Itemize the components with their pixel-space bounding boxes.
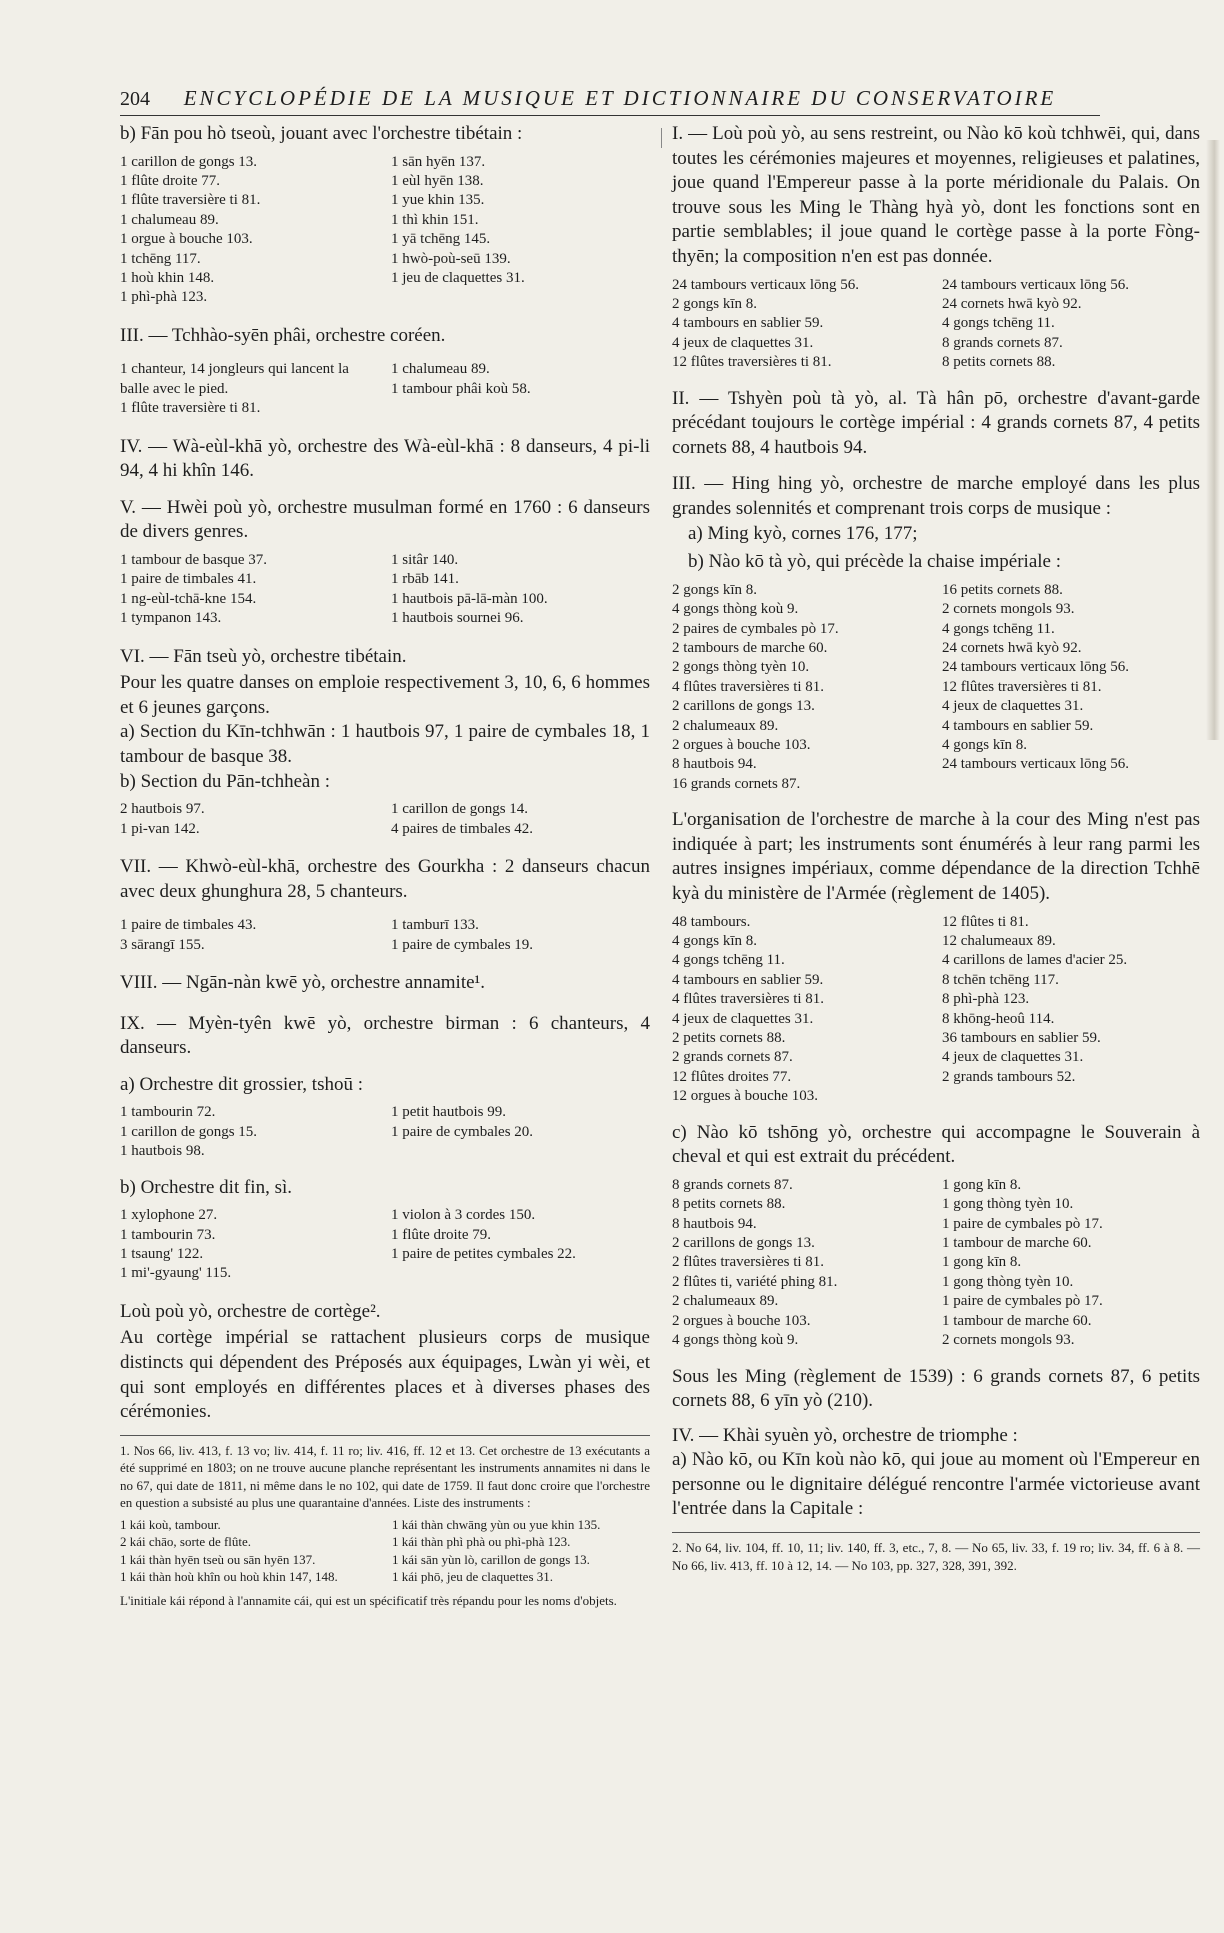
list-column — [672, 581, 930, 794]
list-column — [120, 360, 379, 418]
list-item: 4 gongs tchēng 11. — [942, 315, 1055, 332]
list-item: 2 orgues à bouche 103. — [672, 1312, 811, 1329]
paragraph: II. — Tshyèn poù tà yò, al. Tà hân pō, orchestre d'avant-garde précédant toujours le cortège impérial : 4 grands cornets 87, 4 petits cornets 88, 4 hautbois 94. — [672, 387, 1200, 458]
list-item: 1 kái phō, jeu de claquettes 31. — [392, 1569, 554, 1585]
column-rule — [661, 128, 662, 148]
list-column — [391, 153, 650, 308]
list-item: 1 tambour de basque 37. — [120, 552, 268, 569]
list-column — [391, 916, 650, 955]
list-item: 1 hwò-poù-seū 139. — [391, 250, 511, 267]
instrument-list — [672, 1176, 1200, 1351]
list-item: 2 chalumeaux 89. — [672, 1293, 779, 1310]
list-column — [120, 916, 379, 955]
list-item: 1 sitâr 140. — [391, 552, 459, 569]
list-item: 1 gong kīn 8. — [942, 1254, 1022, 1271]
list-item: 1 kái thàn phì phà ou phì-phà 123. — [392, 1534, 571, 1550]
instrument-list — [120, 153, 650, 308]
instrument-list — [120, 1206, 650, 1284]
list-item: 1 jeu de claquettes 31. — [391, 270, 525, 287]
list-item: 1 carillon de gongs 15. — [120, 1123, 258, 1140]
paragraph: Pour les quatre danses on emploie respectivement 3, 10, 6, 6 hommes et 6 jeunes garçons. — [120, 672, 650, 718]
list-item: 4 flûtes traversières ti 81. — [672, 991, 825, 1008]
list-item: 1 flûte traversière ti 81. — [120, 400, 261, 417]
page-number: 204 — [120, 88, 150, 110]
list-column — [942, 1176, 1200, 1351]
list-item: 1 violon à 3 cordes 150. — [391, 1207, 536, 1224]
list-item: 2 kái chāo, sorte de flûte. — [120, 1534, 252, 1550]
left-column — [120, 122, 650, 1609]
list-item: 1 gong thòng tyèn 10. — [942, 1196, 1074, 1213]
list-item: 8 hautbois 94. — [672, 1215, 757, 1232]
section-heading: IX. — Myèn-tyên kwē yò, orchestre birman : 6 chanteurs, 4 danseurs. — [120, 1012, 650, 1059]
list-column — [120, 1206, 379, 1284]
list-item: 4 carillons de lames d'acier 25. — [942, 952, 1128, 969]
list-item: 4 flûtes traversières ti 81. — [672, 678, 825, 695]
list-item: 4 jeux de claquettes 31. — [942, 1049, 1084, 1066]
list-item: 8 petits cornets 88. — [942, 354, 1056, 371]
list-item: 1 mi'-gyaung' 115. — [120, 1265, 232, 1282]
list-item: 16 grands cornets 87. — [672, 775, 801, 792]
list-item: 8 grands cornets 87. — [942, 334, 1063, 351]
paragraph: Sous les Ming (règlement de 1539) : 6 grands cornets 87, 6 petits cornets 88, 6 yīn yò (210). — [672, 1365, 1200, 1412]
list-item: 4 gongs thòng koù 9. — [672, 1332, 799, 1349]
section-heading: IV. — Wà-eùl-khā yò, orchestre des Wà-eùl-khā : 8 danseurs, 4 pi-li 94, 4 hi khîn 146. — [120, 435, 650, 482]
list-item: 1 kái thàn hyēn tseù ou sān hyēn 137. — [120, 1551, 316, 1567]
list-item: 2 paires de cymbales pò 17. — [672, 620, 839, 637]
list-item: 4 gongs kīn 8. — [672, 933, 758, 949]
list-column — [391, 1103, 650, 1161]
instrument-list — [120, 1103, 650, 1161]
list-item: 1 pi-van 142. — [120, 820, 200, 837]
list-column — [391, 1206, 650, 1284]
section-heading: Loù poù yò, orchestre de cortège². — [120, 1300, 381, 1322]
list-item: 2 grands tambours 52. — [942, 1068, 1076, 1085]
list-item: 1 tambour de marche 60. — [942, 1235, 1092, 1252]
list-column — [120, 153, 379, 308]
list-item: 2 gongs kīn 8. — [672, 581, 758, 598]
list-item: 1 tambour phâi koù 58. — [391, 380, 531, 397]
list-item: 1 hautbois sournei 96. — [391, 610, 524, 627]
list-item: 1 xylophone 27. — [120, 1207, 218, 1224]
list-item: 1 chalumeau 89. — [120, 211, 219, 228]
list-item: 2 tambours de marche 60. — [672, 639, 828, 656]
running-header — [120, 82, 1100, 116]
sub-heading: b) Orchestre dit fin, sì. — [120, 1176, 293, 1198]
list-item: 1 tsaung' 122. — [120, 1246, 204, 1263]
list-item: 4 paires de timbales 42. — [391, 820, 534, 837]
list-item: 1 flûte droite 79. — [391, 1226, 491, 1243]
list-item: 1 tambourin 72. — [120, 1104, 216, 1121]
section-heading: III. — Tchhào-syēn phâi, orchestre coréen. — [120, 324, 446, 346]
list-item: 2 carillons de gongs 13. — [672, 698, 815, 715]
list-item: 8 phì-phà 123. — [942, 991, 1030, 1008]
footnote-rule — [120, 1435, 650, 1436]
list-column — [120, 551, 379, 629]
list-item: 16 petits cornets 88. — [942, 581, 1063, 598]
list-item: 1 hoù khin 148. — [120, 270, 215, 287]
list-item: 8 khōng-heoû 114. — [942, 1010, 1055, 1027]
list-item: 2 grands cornets 87. — [672, 1049, 793, 1066]
list-item: 1 phì-phà 123. — [120, 289, 208, 306]
list-item: 2 gongs thòng tyèn 10. — [672, 659, 810, 676]
intro-b: b) Fān pou hò tseoù, jouant avec l'orchestre tibétain : — [120, 123, 523, 144]
list-column — [672, 276, 930, 373]
list-item: 8 tchēn tchēng 117. — [942, 971, 1059, 988]
list-item: 1 orgue à bouche 103. — [120, 231, 253, 248]
list-item: 2 cornets mongols 93. — [942, 1332, 1075, 1349]
list-column — [120, 1516, 378, 1586]
footnote-rule — [672, 1532, 1200, 1533]
list-item: 4 gongs tchēng 11. — [672, 952, 785, 969]
instrument-list — [120, 360, 650, 418]
section-heading: VI. — Fān tseù yò, orchestre tibétain. — [120, 645, 407, 667]
list-item: 12 flûtes traversières ti 81. — [942, 678, 1102, 695]
list-column — [942, 276, 1200, 373]
list-column — [942, 913, 1200, 1107]
list-item: 12 flûtes droites 77. — [672, 1068, 792, 1085]
list-item: 3 sārangī 155. — [120, 936, 205, 953]
list-item: 1 yue khin 135. — [391, 192, 485, 209]
list-column — [391, 360, 650, 418]
list-item: 24 tambours verticaux lōng 56. — [942, 659, 1130, 676]
list-item: 4 jeux de claquettes 31. — [672, 334, 814, 351]
list-item: 4 jeux de claquettes 31. — [942, 698, 1084, 715]
list-item: 8 hautbois 94. — [672, 756, 757, 773]
list-item: 2 chalumeaux 89. — [672, 717, 779, 734]
list-item: 1 paire de petites cymbales 22. — [391, 1246, 576, 1263]
list-item: 2 carillons de gongs 13. — [672, 1235, 815, 1252]
section-heading: V. — Hwèi poù yò, orchestre musulman formé en 1760 : 6 danseurs de divers genres. — [120, 496, 650, 543]
list-item: 24 tambours verticaux lōng 56. — [672, 276, 860, 293]
paragraph: III. — Hing hing yò, orchestre de marche employé dans les plus grandes solennités et comprenant trois corps de musique : — [672, 473, 1200, 519]
paragraph: b) Section du Pān-tchheàn : — [120, 770, 331, 792]
list-item: 1 paire de cymbales pò 17. — [942, 1215, 1103, 1232]
list-item: 1 chalumeau 89. — [391, 361, 490, 378]
list-item: 4 tambours en sablier 59. — [672, 315, 824, 332]
list-item: 8 petits cornets 88. — [672, 1196, 786, 1213]
list-item: 48 tambours. — [672, 913, 751, 930]
list-item: 4 jeux de claquettes 31. — [672, 1010, 814, 1027]
list-item: 2 flûtes ti, variété phing 81. — [672, 1273, 838, 1290]
list-item: 4 tambours en sablier 59. — [942, 717, 1094, 734]
list-item: 1 paire de timbales 41. — [120, 571, 257, 588]
instrument-list — [120, 551, 650, 629]
list-item: 12 flûtes ti 81. — [942, 913, 1029, 930]
list-column — [391, 800, 650, 839]
section-heading: VIII. — Ngān-nàn kwē yò, orchestre annamite¹. — [120, 972, 485, 994]
paragraph: L'organisation de l'orchestre de marche à la cour des Ming n'est pas indiquée à part; les instruments sont énumérés à leur rang parmi les autres insignes impériaux, comme dépendance de la direction Tchhē kyà du ministère de l'Armée (règlement de 1405). — [672, 809, 1200, 904]
list-item: 8 grands cornets 87. — [672, 1176, 793, 1193]
list-item: 1 paire de cymbales pò 17. — [942, 1293, 1103, 1310]
list-item: 1 carillon de gongs 14. — [391, 801, 529, 818]
list-item: 1 kái thàn chwāng yùn ou yue khin 135. — [392, 1516, 601, 1532]
paragraph: a) Section du Kīn-tchhwān : 1 hautbois 97, 1 paire de cymbales 18, 1 tambour de basque 38. — [120, 721, 650, 768]
page-edge-shadow — [1206, 140, 1220, 740]
list-item: 1 thì khin 151. — [391, 211, 479, 228]
list-item: 24 cornets hwā kyò 92. — [942, 639, 1082, 656]
list-item: 2 orgues à bouche 103. — [672, 737, 811, 753]
list-item: 1 rbāb 141. — [391, 571, 459, 588]
list-item: 1 kái sān yùn lò, carillon de gongs 13. — [392, 1551, 590, 1567]
list-item: 24 tambours verticaux lōng 56. — [942, 756, 1130, 773]
list-item: 1 gong kīn 8. — [942, 1176, 1022, 1193]
instrument-list — [120, 800, 650, 839]
footnote-1-end: L'initiale kái répond à l'annamite cái, qui est un spécificatif très répandu pour les noms d'objets. — [120, 1592, 617, 1608]
list-item: 1 paire de timbales 43. — [120, 917, 257, 934]
right-column — [672, 122, 1200, 1574]
instrument-list — [120, 916, 650, 955]
list-item: 2 petits cornets 88. — [672, 1030, 786, 1047]
list-item: 36 tambours en sablier 59. — [942, 1030, 1101, 1047]
list-item: 12 chalumeaux 89. — [942, 933, 1056, 949]
list-item: 24 cornets hwā kyò 92. — [942, 295, 1082, 312]
instrument-list — [672, 913, 1200, 1107]
list-column — [391, 551, 650, 629]
list-item: 1 petit hautbois 99. — [391, 1104, 506, 1121]
list-item: 1 tambour de marche 60. — [942, 1312, 1092, 1329]
section-heading: VII. — Khwò-eùl-khā, orchestre des Gourkha : 2 danseurs chacun avec deux ghunghura 28, 5 chanteurs. — [120, 856, 650, 902]
list-item: 4 gongs kīn 8. — [942, 737, 1028, 753]
paragraph: c) Nào kō tshōng yò, orchestre qui accompagne le Souverain à cheval et qui est extrait du précédent. — [672, 1121, 1200, 1168]
list-item: 1 paire de cymbales 19. — [391, 936, 534, 953]
list-item: 2 hautbois 97. — [120, 801, 205, 818]
list-column — [120, 1103, 379, 1161]
paragraph: a) Nào kō, ou Kīn koù nào kō, qui joue au moment où l'Empereur en personne ou le dignitaire délégué rencontre l'armée victorieuse avant l'entrée dans la Capitale : — [672, 1449, 1200, 1520]
section-heading: IV. — Khài syuèn yò, orchestre de triomphe : — [672, 1424, 1018, 1446]
sub-heading: b) Nào kō tà yò, qui précède la chaise impériale : — [688, 551, 1061, 573]
sub-heading: a) Ming kyò, cornes 176, 177; — [688, 522, 918, 544]
list-item: 1 flûte traversière ti 81. — [120, 192, 261, 209]
list-column — [942, 581, 1200, 794]
list-item: 4 gongs tchēng 11. — [942, 620, 1055, 637]
paragraph: I. — Loù poù yò, au sens restreint, ou Nào kō koù tchhwēi, qui, dans toutes les cérémonies majeures et moyennes, religieuses et palatines, joue quand l'Empereur passe à la porte méridionale du Palais. On trouve sous les Ming le Thàng hyà yò, dont les fonctions sont en partie semblables; il joue quand le cortège passe à la porte Fòng-thyēn; la composition n'en est pas donnée. — [672, 123, 1200, 267]
list-item: 1 tympanon 143. — [120, 610, 222, 627]
sub-heading: a) Orchestre dit grossier, tshoū : — [120, 1073, 364, 1095]
instrument-list — [672, 276, 1200, 373]
list-column — [672, 913, 930, 1107]
list-item: 1 tchēng 117. — [120, 250, 201, 267]
list-item: 1 tamburī 133. — [391, 917, 479, 934]
list-item: 1 chanteur, 14 jongleurs qui lancent la balle avec le pied. — [120, 361, 349, 397]
list-item: 12 flûtes traversières ti 81. — [672, 354, 832, 371]
list-item: 2 flûtes traversières ti 81. — [672, 1254, 825, 1271]
list-item: 1 eùl hyēn 138. — [391, 173, 484, 189]
list-item: 1 yā tchēng 145. — [391, 231, 491, 248]
list-item: 1 kái koù, tambour. — [120, 1516, 221, 1532]
list-item: 1 ng-eùl-tchā-kne 154. — [120, 590, 257, 607]
running-title: ENCYCLOPÉDIE DE LA MUSIQUE ET DICTIONNAIRE DU CONSERVATOIRE — [183, 86, 1057, 110]
list-item: 4 tambours en sablier 59. — [672, 971, 824, 988]
list-item: 2 gongs kīn 8. — [672, 295, 758, 312]
list-item: 24 tambours verticaux lōng 56. — [942, 276, 1130, 293]
list-item: 1 tambourin 73. — [120, 1226, 216, 1243]
footnote-1: 1. Nos 66, liv. 413, f. 13 vo; liv. 414, f. 11 ro; liv. 416, ff. 12 et 13. Cet orchestre de 13 exécutants a été supprimé en 1803; on ne trouve aucune planche représentant les instruments annamites ni dans le no 67, qui date de 1811, ni même dans le no 102, qui date de 1759. Il faut donc croire que l'orchestre en question a subsisté au plus une quarantaine d'années. Liste des instruments : — [120, 1442, 650, 1511]
list-item: 1 paire de cymbales 20. — [391, 1123, 534, 1140]
list-item: 1 gong thòng tyèn 10. — [942, 1273, 1074, 1290]
paragraph: Au cortège impérial se rattachent plusieurs corps de musique distincts qui dépendent des Préposés aux équipages, Lwàn yi wèi, et qui sont employés en différentes places et à diverses phases des cérémonies. — [120, 1327, 650, 1423]
list-item: 1 flûte droite 77. — [120, 173, 220, 189]
footnote-list — [120, 1516, 650, 1586]
list-item: 12 orgues à bouche 103. — [672, 1088, 818, 1105]
instrument-list — [672, 581, 1200, 794]
list-column — [392, 1516, 650, 1586]
list-item: 1 carillon de gongs 13. — [120, 153, 258, 170]
list-column — [120, 800, 379, 839]
list-column — [672, 1176, 930, 1351]
list-item: 4 gongs thòng koù 9. — [672, 601, 799, 618]
list-item: 1 hautbois pā-lā-màn 100. — [391, 590, 548, 607]
list-item: 1 kái thàn hoù khîn ou hoù khin 147, 148. — [120, 1569, 338, 1585]
list-item: 1 hautbois 98. — [120, 1143, 205, 1160]
footnote-2: 2. No 64, liv. 104, ff. 10, 11; liv. 140, ff. 3, etc., 7, 8. — No 65, liv. 33, f. 19 ro; liv. 34, ff. 6 à 8. — No 66, liv. 413, ff. 10 à 12, 14. — No 103, pp. 327, 328, 391, 392. — [672, 1540, 1200, 1573]
list-item: 2 cornets mongols 93. — [942, 601, 1075, 618]
list-item: 1 sān hyēn 137. — [391, 153, 486, 170]
